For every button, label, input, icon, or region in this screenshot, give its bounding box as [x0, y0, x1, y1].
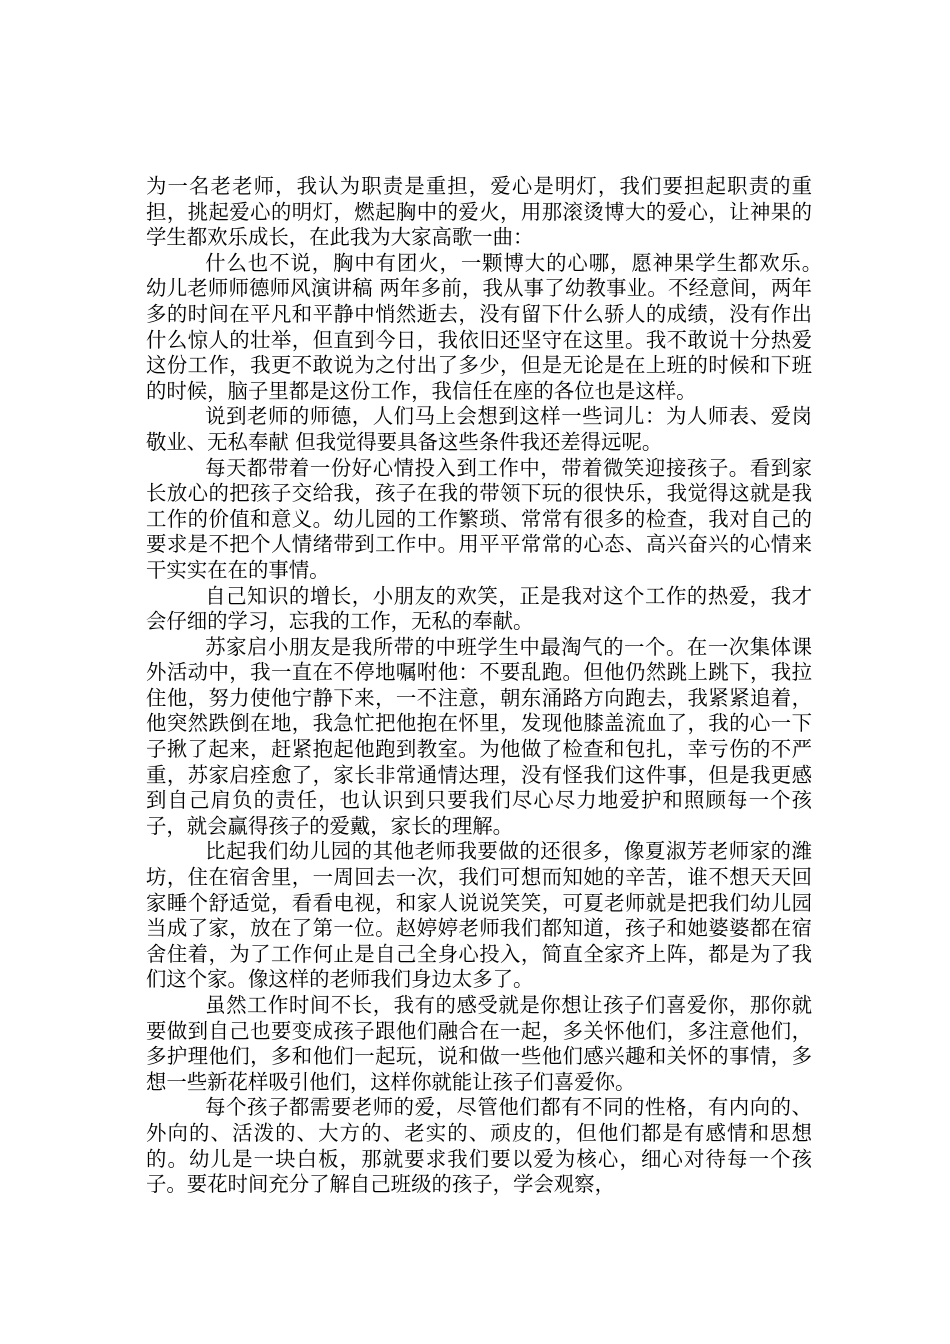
paragraph: 什么也不说，胸中有团火，一颗博大的心哪，愿神果学生都欢乐。 幼儿老师师德师风演讲稿 两年多前，我从事了幼教事业。不经意间，两年多的时间在平凡和平静中悄然逝去，没有留下什么骄人的成绩，没有作出什么惊人的壮举，但直到今日，我依旧还坚守在这里。我不敢说十分热爱这份工作，我更不敢说为之付出了多少，但是无论是在上班的时候和下班的时候，脑子里都是这份工作，我信任在座的各位也是这样。 — [146, 250, 833, 403]
document-body — [146, 174, 833, 1198]
paragraph: 为一名老老师，我认为职责是重担，爱心是明灯，我们要担起职责的重担，挑起爱心的明灯，燃起胸中的爱火，用那滚烫博大的爱心，让神果的学生都欢乐成长，在此我为大家高歌一曲： — [146, 174, 812, 250]
paragraph: 说到老师的师德，人们马上会想到这样一些词儿：为人师表、爱岗敬业、无私奉献 但我觉得要具备这些条件我还差得远呢。 — [146, 404, 812, 454]
paragraph: 苏家启小朋友是我所带的中班学生中最淘气的一个。在一次集体课外活动中，我一直在不停地嘱咐他：不要乱跑。但他仍然跳上跳下，我拉住他，努力使他宁静下来，一不注意，朝东涌路方向跑去，我紧紧追着，他突然跌倒在地，我急忙把他抱在怀里，发现他膝盖流血了，我的心一下子揪了起来，赶紧抱起他跑到教室。为他做了检查和包扎，幸亏伤的不严重，苏家启痊愈了，家长非常通情达理，没有怪我们这件事，但是我更感到自己肩负的责任，也认识到只要我们尽心尽力地爱护和照顾每一个孩子，就会赢得孩子的爱戴，家长的理解。 — [146, 634, 812, 838]
paragraph: 比起我们幼儿园的其他老师我要做的还很多，像夏淑芳老师家的潍坊，住在宿舍里，一周回去一次，我们可想而知她的辛苦，谁不想天天回家睡个舒适觉，看看电视，和家人说说笑笑，可夏老师就是把我们幼儿园当成了家，放在了第一位。赵婷婷老师我们都知道，孩子和她婆婆都在宿舍住着，为了工作何止是自己全身心投入，简直全家齐上阵，都是为了我们这个家。像这样的老师我们身边太多了。 — [146, 839, 812, 992]
paragraph: 虽然工作时间不长，我有的感受就是你想让孩子们喜爱你，那你就要做到自己也要变成孩子跟他们融合在一起，多关怀他们，多注意他们，多护理他们，多和他们一起玩，说和做一些他们感兴趣和关怀的事情，多想一些新花样吸引他们，这样你就能让孩子们喜爱你。 — [146, 993, 812, 1094]
paragraph: 自己知识的增长，小朋友的欢笑，正是我对这个工作的热爱，我才会仔细的学习，忘我的工作，无私的奉献。 — [146, 583, 812, 634]
paragraph: 每天都带着一份好心情投入到工作中，带着微笑迎接孩子。看到家长放心的把孩子交给我，孩子在我的带领下玩的很快乐，我觉得这就是我工作的价值和意义。幼儿园的工作繁琐、常常有很多的检查，我对自己的要求是不把个人情绪带到工作中。用平平常常的心态、高兴奋兴的心情来干实实在在的事情。 — [146, 455, 812, 582]
paragraph: 每个孩子都需要老师的爱，尽管他们都有不同的性格，有内向的、外向的、活泼的、大方的、老实的、顽皮的，但他们都是有感情和思想的。幼儿是一块白板，那就要求我们要以爱为核心，细心对待每一个孩子。要花时间充分了解自己班级的孩子，学会观察， — [146, 1095, 812, 1197]
